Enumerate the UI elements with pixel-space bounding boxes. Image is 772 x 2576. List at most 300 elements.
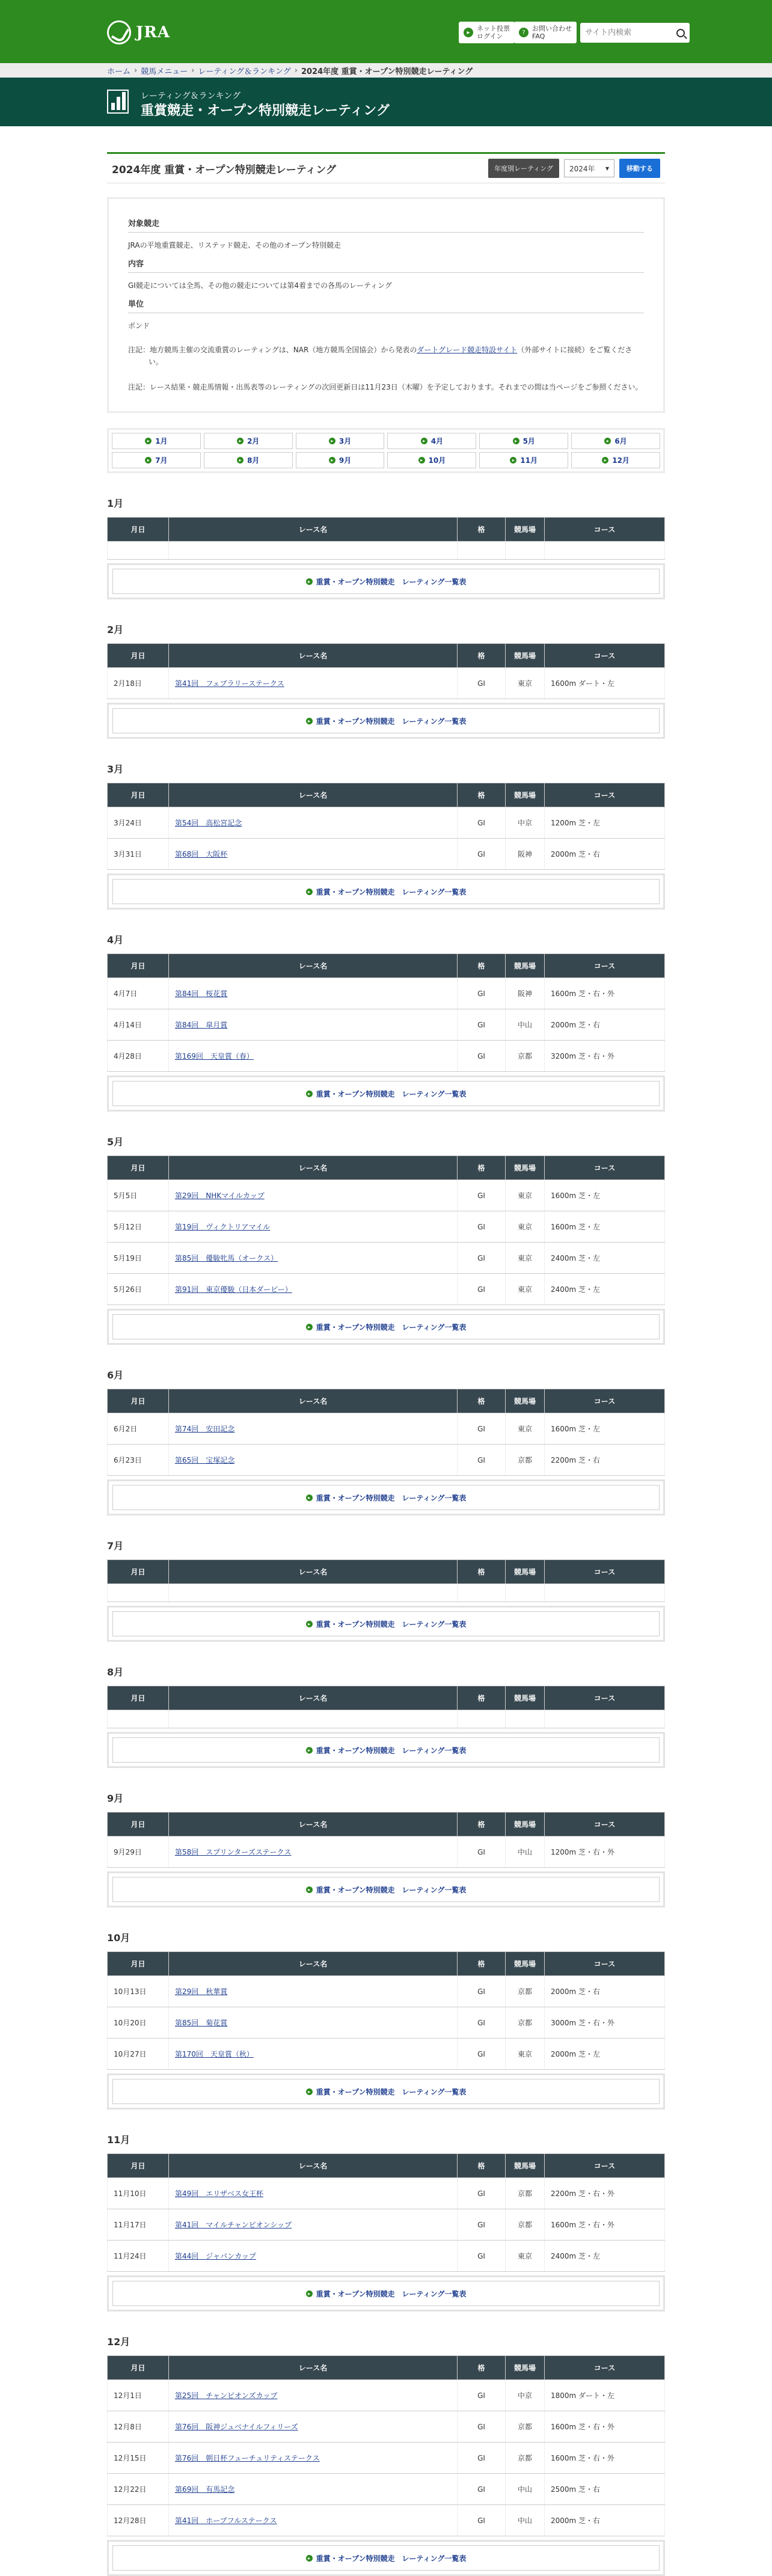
race-course: 1200m 芝・右・外 — [545, 1837, 665, 1868]
chevron-down-icon: ▾ — [605, 164, 609, 173]
table-row — [108, 2505, 665, 2536]
arrow-circle-icon: ▸ — [602, 457, 608, 463]
column-header: 競馬場 — [506, 1813, 545, 1837]
note-nar — [128, 344, 644, 368]
race-date: 11月24日 — [108, 2241, 169, 2272]
race-table — [107, 1559, 665, 1602]
race-venue: 東京 — [506, 668, 545, 699]
race-venue: 中京 — [506, 2380, 545, 2411]
race-date: 5月12日 — [108, 1211, 169, 1243]
month-section — [107, 1930, 665, 2109]
race-date: 12月15日 — [108, 2443, 169, 2474]
month-nav-label: 9月 — [339, 456, 352, 465]
rating-list-label: 重賞・オープン特別競走 レーティング一覧表 — [316, 1089, 467, 1098]
race-course: 2400m 芝・左 — [545, 1274, 665, 1305]
column-header: 月日 — [108, 2154, 169, 2178]
race-table — [107, 1686, 665, 1728]
race-venue: 京都 — [506, 1041, 545, 1072]
race-course: 3000m 芝・右・外 — [545, 2007, 665, 2039]
table-row — [108, 2007, 665, 2039]
race-grade: GI — [458, 2007, 506, 2039]
year-select[interactable] — [564, 159, 614, 177]
race-table — [107, 1951, 665, 2070]
race-grade: GI — [458, 1413, 506, 1445]
race-name-link[interactable]: 第65回 宝塚記念 — [175, 1456, 235, 1464]
rating-list-label: 重賞・オープン特別競走 レーティング一覧表 — [316, 717, 467, 726]
race-name-link[interactable]: 第41回 フェブラリーステークス — [175, 679, 284, 688]
arrow-circle-icon: ▸ — [329, 438, 335, 444]
race-date: 10月20日 — [108, 2007, 169, 2039]
rating-list-link[interactable] — [112, 569, 660, 594]
column-header: レース名 — [169, 954, 458, 978]
column-header: レース名 — [169, 2356, 458, 2380]
month-nav-label: 6月 — [614, 437, 627, 445]
month-nav-label: 10月 — [428, 456, 446, 465]
arrow-circle-icon: ▸ — [306, 1621, 313, 1627]
race-name-link[interactable]: 第25回 チャンピオンズカップ — [175, 2391, 278, 2400]
faq-label-1: お問い合わせ — [532, 25, 572, 32]
arrow-circle-icon: ▸ — [237, 457, 244, 463]
race-course: 2500m 芝・右 — [545, 2474, 665, 2505]
rating-list-link[interactable] — [112, 1314, 660, 1339]
race-course: 2000m 芝・右 — [545, 1009, 665, 1041]
rating-list-box — [107, 2540, 665, 2576]
column-header: コース — [545, 1389, 665, 1413]
race-course: 1800m ダート・左 — [545, 2380, 665, 2411]
table-row — [108, 1041, 665, 1072]
month-nav-button[interactable] — [112, 433, 201, 449]
logo-text: JRA — [136, 23, 171, 41]
race-name-link[interactable]: 第19回 ヴィクトリアマイル — [175, 1223, 271, 1231]
month-section — [107, 932, 665, 1112]
race-grade: GI — [458, 2474, 506, 2505]
race-course: 1200m 芝・左 — [545, 807, 665, 839]
race-date: 4月14日 — [108, 1009, 169, 1041]
page-title: 2024年度 重賞・オープン特別競走レーティング — [112, 164, 337, 176]
race-name-link[interactable]: 第41回 ホープフルステークス — [175, 2516, 277, 2525]
column-header: 競馬場 — [506, 518, 545, 542]
info-box — [107, 197, 665, 413]
month-nav-button[interactable] — [387, 452, 476, 468]
rating-list-link[interactable] — [112, 879, 660, 904]
race-name-link[interactable]: 第74回 安田記念 — [175, 1425, 235, 1433]
content-text: GI競走については全馬、その他の競走については第4着までの各馬のレーティング — [128, 281, 392, 290]
race-grade: GI — [458, 2505, 506, 2536]
rating-list-label: 重賞・オープン特別競走 レーティング一覧表 — [316, 2554, 467, 2563]
table-row — [108, 1584, 665, 1602]
race-grade: GI — [458, 2411, 506, 2443]
banner-subtitle: レーティング＆ランキング — [141, 91, 241, 101]
search-icon[interactable] — [676, 29, 685, 37]
race-date: 6月2日 — [108, 1413, 169, 1445]
month-section — [107, 1368, 665, 1516]
rating-list-link[interactable] — [112, 1877, 660, 1902]
race-name-link[interactable]: 第41回 マイルチャンピオンシップ — [175, 2221, 292, 2229]
race-course: 2400m 芝・左 — [545, 2241, 665, 2272]
column-header: コース — [545, 954, 665, 978]
column-header: 月日 — [108, 1389, 169, 1413]
table-row — [108, 1243, 665, 1274]
month-nav-button[interactable] — [479, 452, 568, 468]
month-nav-button[interactable] — [296, 433, 385, 449]
arrow-circle-icon: ▸ — [306, 718, 313, 724]
race-venue: 中山 — [506, 2505, 545, 2536]
faq-button[interactable] — [514, 22, 577, 43]
race-course: 1600m 芝・左 — [545, 1413, 665, 1445]
column-header: 月日 — [108, 1686, 169, 1710]
column-header: レース名 — [169, 1560, 458, 1584]
race-grade: GI — [458, 1041, 506, 1072]
month-heading: 5月 — [107, 1136, 124, 1148]
rating-list-link[interactable] — [112, 2079, 660, 2104]
table-row — [108, 1274, 665, 1305]
arrow-circle-icon: ▸ — [604, 438, 611, 444]
rating-list-label: 重賞・オープン特別競走 レーティング一覧表 — [316, 1493, 467, 1502]
race-date: 12月22日 — [108, 2474, 169, 2505]
login-label-2: ログイン — [477, 32, 503, 40]
column-header: 格 — [458, 2154, 506, 2178]
month-nav — [107, 428, 665, 473]
rating-list-label: 重賞・オープン特別競走 レーティング一覧表 — [316, 1620, 467, 1629]
horse-logo-icon — [107, 20, 131, 44]
race-date: 4月7日 — [108, 978, 169, 1009]
column-header: 格 — [458, 1560, 506, 1584]
breadcrumb-rating[interactable]: レーティング＆ランキング — [198, 67, 291, 76]
column-header: レース名 — [169, 1156, 458, 1180]
question-icon: ? — [519, 28, 528, 37]
month-nav-label: 11月 — [520, 456, 538, 465]
race-name-link[interactable]: 第84回 桜花賞 — [175, 990, 228, 998]
month-nav-button[interactable] — [571, 433, 660, 449]
month-section — [107, 496, 665, 599]
race-date: 12月1日 — [108, 2380, 169, 2411]
race-name-link[interactable]: 第76回 阪神ジュベナイルフィリーズ — [175, 2423, 298, 2431]
race-grade: GI — [458, 1009, 506, 1041]
column-header: 格 — [458, 644, 506, 668]
arrow-circle-icon: ▸ — [306, 2290, 313, 2297]
arrow-circle-icon: ▸ — [145, 438, 152, 444]
banner-title: 重賞競走・オープン特別競走レーティング — [141, 103, 390, 118]
race-name-link[interactable]: 第84回 皐月賞 — [175, 1021, 228, 1029]
race-grade: GI — [458, 1243, 506, 1274]
race-date: 6月23日 — [108, 1445, 169, 1476]
column-header: 月日 — [108, 1156, 169, 1180]
table-row — [108, 1445, 665, 1476]
race-venue: 東京 — [506, 2241, 545, 2272]
race-venue: 東京 — [506, 2039, 545, 2070]
race-name-link[interactable]: 第76回 朝日杯フューチュリティステークス — [175, 2454, 320, 2462]
dirt-grade-link[interactable]: ダートグレード競走特設サイト — [417, 346, 518, 354]
race-course: 2000m 芝・左 — [545, 2039, 665, 2070]
column-header: 月日 — [108, 1952, 169, 1976]
race-table — [107, 953, 665, 1072]
race-venue: 中京 — [506, 807, 545, 839]
rating-list-link[interactable] — [112, 2281, 660, 2306]
page-banner — [0, 78, 772, 126]
race-date: 12月8日 — [108, 2411, 169, 2443]
arrow-circle-icon: ▸ — [306, 1324, 313, 1330]
month-heading: 11月 — [107, 2134, 130, 2146]
table-row — [108, 1837, 665, 1868]
race-venue: 京都 — [506, 2209, 545, 2241]
race-course: 2200m 芝・右・外 — [545, 2178, 665, 2209]
arrow-circle-icon: ▸ — [306, 1495, 313, 1501]
race-venue: 中山 — [506, 2474, 545, 2505]
note-update: 注記：レース結果・競走馬情報・出馬表等のレーティングの次回更新日は11月23日（木曜）を予定しております。それまでの間は当ページをご参照ください。 — [128, 383, 643, 391]
net-vote-login-button[interactable] — [459, 22, 515, 43]
race-course: 1600m 芝・右・外 — [545, 2209, 665, 2241]
table-row — [108, 668, 665, 699]
month-heading: 9月 — [107, 1793, 124, 1804]
race-venue: 京都 — [506, 1445, 545, 1476]
month-heading: 2月 — [107, 624, 124, 635]
race-table — [107, 1812, 665, 1868]
race-grade: GI — [458, 1976, 506, 2007]
race-course: 1600m 芝・左 — [545, 1211, 665, 1243]
jra-logo[interactable] — [107, 20, 170, 44]
month-nav-label: 1月 — [155, 437, 168, 445]
race-name-link[interactable]: 第169回 天皇賞（春） — [175, 1052, 254, 1060]
column-header: 月日 — [108, 1560, 169, 1584]
column-header: 格 — [458, 1813, 506, 1837]
month-heading: 12月 — [107, 2336, 130, 2348]
table-row — [108, 839, 665, 870]
month-heading: 1月 — [107, 498, 124, 509]
month-nav-button[interactable] — [296, 452, 385, 468]
race-grade: GI — [458, 2178, 506, 2209]
title-bar — [107, 152, 665, 183]
column-header: レース名 — [169, 1686, 458, 1710]
column-header: 競馬場 — [506, 2356, 545, 2380]
race-course: 2200m 芝・右 — [545, 1445, 665, 1476]
race-name-link[interactable]: 第54回 高松宮記念 — [175, 819, 242, 827]
rating-list-box — [107, 2073, 665, 2109]
column-header: 月日 — [108, 783, 169, 807]
table-row — [108, 542, 665, 560]
rating-list-label: 重賞・オープン特別競走 レーティング一覧表 — [316, 2289, 467, 2298]
race-date: 5月5日 — [108, 1180, 169, 1211]
arrow-circle-icon: ▸ — [421, 438, 427, 444]
month-section — [107, 622, 665, 739]
table-row — [108, 1710, 665, 1728]
note1-post: （外部サイトに接続）をご覧ください。 — [149, 346, 633, 366]
month-heading: 6月 — [107, 1369, 124, 1381]
move-button[interactable]: 移動する — [619, 159, 660, 178]
race-date: 10月27日 — [108, 2039, 169, 2070]
race-course: 1600m ダート・左 — [545, 668, 665, 699]
column-header: コース — [545, 644, 665, 668]
column-header: 格 — [458, 1952, 506, 1976]
race-name-link[interactable]: 第29回 秋華賞 — [175, 1987, 228, 1996]
column-header: 競馬場 — [506, 644, 545, 668]
race-course: 2000m 芝・右 — [545, 1976, 665, 2007]
global-nav — [0, 57, 772, 63]
rating-list-label: 重賞・オープン特別競走 レーティング一覧表 — [316, 1323, 467, 1332]
column-header: コース — [545, 518, 665, 542]
race-name-link[interactable]: 第85回 菊花賞 — [175, 2019, 228, 2027]
race-grade: GI — [458, 2209, 506, 2241]
race-course: 2400m 芝・左 — [545, 1243, 665, 1274]
race-venue: 中山 — [506, 1009, 545, 1041]
column-header: コース — [545, 783, 665, 807]
race-venue: 東京 — [506, 1413, 545, 1445]
table-row — [108, 1413, 665, 1445]
race-name-link[interactable]: 第49回 エリザベス女王杯 — [175, 2189, 264, 2198]
race-course: 1600m 芝・右・外 — [545, 2443, 665, 2474]
column-header: 月日 — [108, 2356, 169, 2380]
race-name-link[interactable]: 第69回 有馬記念 — [175, 2485, 235, 2494]
rating-list-link[interactable] — [112, 2545, 660, 2571]
month-nav-label: 3月 — [339, 437, 352, 445]
column-header: レース名 — [169, 2154, 458, 2178]
site-header — [0, 0, 772, 57]
month-section — [107, 762, 665, 910]
race-date: 11月10日 — [108, 2178, 169, 2209]
content-heading: 内容 — [128, 257, 644, 273]
rating-list-box — [107, 1479, 665, 1516]
race-date: 11月17日 — [108, 2209, 169, 2241]
arrow-circle-icon: ▸ — [237, 438, 244, 444]
arrow-circle-icon: ▸ — [145, 457, 152, 463]
target-text: JRAの平地重賞競走、リステッド競走、その他のオープン特別競走 — [128, 241, 342, 249]
column-header: レース名 — [169, 644, 458, 668]
race-name-link[interactable]: 第44回 ジャパンカップ — [175, 2252, 256, 2260]
column-header: コース — [545, 1686, 665, 1710]
month-section — [107, 1538, 665, 1642]
arrow-circle-icon: ▸ — [306, 889, 313, 895]
race-date: 9月29日 — [108, 1837, 169, 1868]
table-row — [108, 807, 665, 839]
month-nav-label: 12月 — [612, 456, 630, 465]
rating-list-link[interactable] — [112, 708, 660, 733]
race-grade: GI — [458, 1211, 506, 1243]
month-heading: 3月 — [107, 763, 124, 775]
race-name-link[interactable]: 第58回 スプリンターズステークス — [175, 1848, 292, 1856]
column-header: 競馬場 — [506, 1952, 545, 1976]
month-nav-button[interactable] — [387, 433, 476, 449]
breadcrumb-home[interactable]: ホーム — [107, 67, 131, 76]
rating-list-box — [107, 1075, 665, 1112]
race-venue: 東京 — [506, 1180, 545, 1211]
column-header: 競馬場 — [506, 2154, 545, 2178]
race-venue: 東京 — [506, 1243, 545, 1274]
race-name-link[interactable]: 第170回 天皇賞（秋） — [175, 2050, 254, 2058]
race-date: 3月31日 — [108, 839, 169, 870]
month-nav-label: 2月 — [247, 437, 260, 445]
arrow-circle-icon: ▸ — [510, 457, 516, 463]
target-heading: 対象競走 — [128, 217, 644, 233]
column-header: レース名 — [169, 518, 458, 542]
arrow-circle-icon: ▸ — [306, 1747, 313, 1754]
rating-list-link[interactable] — [112, 1485, 660, 1510]
month-section — [107, 2334, 665, 2576]
month-nav-label: 4月 — [430, 437, 444, 445]
table-row — [108, 2039, 665, 2070]
column-header: 競馬場 — [506, 1560, 545, 1584]
column-header: 競馬場 — [506, 1389, 545, 1413]
race-date: 5月26日 — [108, 1274, 169, 1305]
race-table — [107, 2153, 665, 2272]
column-header: コース — [545, 1952, 665, 1976]
race-date: 3月24日 — [108, 807, 169, 839]
rating-list-label: 重賞・オープン特別競走 レーティング一覧表 — [316, 1885, 467, 1894]
month-nav-button[interactable] — [204, 452, 293, 468]
rating-list-link[interactable] — [112, 1081, 660, 1106]
rating-list-box — [107, 1732, 665, 1768]
table-row — [108, 2443, 665, 2474]
month-heading: 7月 — [107, 1540, 124, 1552]
ranking-chart-icon — [107, 90, 129, 114]
column-header: 格 — [458, 1156, 506, 1180]
rating-list-link[interactable] — [112, 1737, 660, 1763]
race-grade: GI — [458, 2380, 506, 2411]
column-header: コース — [545, 2356, 665, 2380]
unit-heading: 単位 — [128, 298, 644, 313]
race-name-link[interactable]: 第91回 東京優駿（日本ダービー） — [175, 1285, 292, 1294]
column-header: 競馬場 — [506, 1156, 545, 1180]
rating-list-label: 重賞・オープン特別競走 レーティング一覧表 — [316, 1746, 467, 1755]
year-select-value: 2024年 — [569, 164, 595, 173]
race-grade: GI — [458, 1445, 506, 1476]
month-section — [107, 1134, 665, 1345]
login-icon: ▸ — [464, 28, 473, 37]
race-name-link[interactable]: 第85回 優駿牝馬（オークス） — [175, 1254, 278, 1262]
column-header: レース名 — [169, 783, 458, 807]
annual-rating-button[interactable]: 年度別レーティング — [488, 159, 559, 178]
race-table — [107, 517, 665, 560]
race-venue: 阪神 — [506, 978, 545, 1009]
month-section — [107, 1665, 665, 1768]
search-input[interactable] — [585, 28, 676, 37]
rating-list-box — [107, 2275, 665, 2311]
race-date: 2月18日 — [108, 668, 169, 699]
table-row — [108, 2411, 665, 2443]
breadcrumb-current: 2024年度 重賞・オープン特別競走レーティング — [301, 67, 473, 76]
column-header: コース — [545, 1560, 665, 1584]
column-header: 格 — [458, 783, 506, 807]
month-section — [107, 2132, 665, 2311]
table-row — [108, 1976, 665, 2007]
race-name-link[interactable]: 第29回 NHKマイルカップ — [175, 1192, 265, 1200]
race-table — [107, 1155, 665, 1305]
race-grade: GI — [458, 978, 506, 1009]
main-content — [107, 126, 665, 2576]
race-name-link[interactable]: 第68回 大阪杯 — [175, 850, 228, 858]
month-nav-button[interactable] — [204, 433, 293, 449]
column-header: コース — [545, 2154, 665, 2178]
month-nav-button[interactable] — [479, 433, 568, 449]
race-grade: GI — [458, 1180, 506, 1211]
race-grade: GI — [458, 668, 506, 699]
faq-label-2: FAQ — [532, 32, 545, 40]
note1-pre: 注記：地方競馬主催の交流重賞のレーティングは、NAR（地方競馬全国協会）から発表の — [128, 346, 417, 354]
unit-text: ポンド — [128, 322, 150, 330]
race-grade: GI — [458, 2241, 506, 2272]
rating-list-label: 重賞・オープン特別競走 レーティング一覧表 — [316, 2087, 467, 2096]
rating-list-box — [107, 1606, 665, 1642]
column-header: コース — [545, 1156, 665, 1180]
race-course: 1600m 芝・左 — [545, 1180, 665, 1211]
column-header: 格 — [458, 2356, 506, 2380]
arrow-circle-icon: ▸ — [306, 1091, 313, 1097]
site-search[interactable] — [580, 23, 690, 43]
month-nav-button[interactable] — [571, 452, 660, 468]
race-table — [107, 643, 665, 699]
race-grade: GI — [458, 2039, 506, 2070]
month-nav-button[interactable] — [112, 452, 201, 468]
rating-list-link[interactable] — [112, 1611, 660, 1636]
breadcrumb-menu[interactable]: 競馬メニュー — [141, 67, 188, 76]
